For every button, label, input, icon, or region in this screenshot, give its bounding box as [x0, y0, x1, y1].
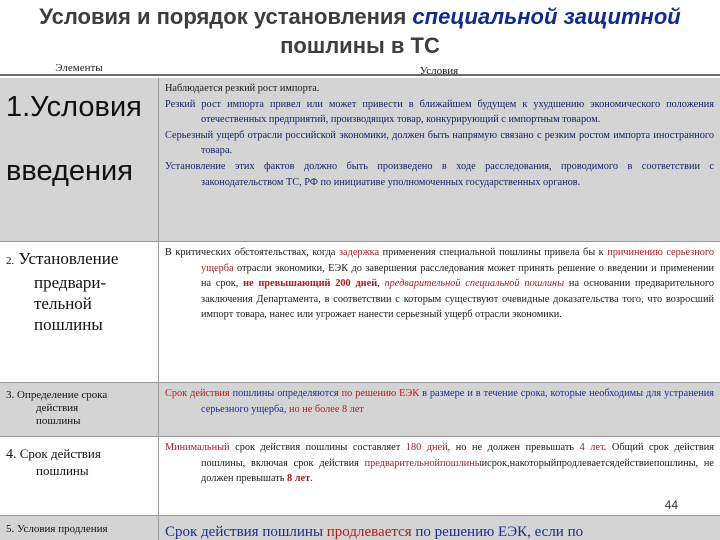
- row2-label: [0, 242, 158, 382]
- row4-label-b: пошлины: [36, 463, 89, 478]
- row4-t4: , но не должен превышать: [447, 442, 580, 453]
- row1-label-line2: введения: [6, 155, 133, 187]
- title-accent: специальной защитной: [412, 4, 681, 29]
- row1-label-line1: 1.Условия: [6, 91, 142, 123]
- row5-text: [165, 519, 714, 540]
- row4-t8: исрок,накоторыйпродлеваетсядействиепошлины, не должен превышать: [201, 457, 714, 485]
- row1-line2: Резкий рост импорта привел или может привести в ближайшем будущем к ухудшению экономического положения отечественных предприятий, производящих товар, конкурирующий с импортным товаром.: [165, 98, 714, 126]
- row1-label: [0, 78, 158, 241]
- row3-conditions: [158, 383, 720, 436]
- row2-t8: предварительной специальной пошлины: [384, 278, 565, 290]
- row1-line1: Наблюдается резкий рост импорта.: [165, 83, 320, 94]
- row2-label-b: предвари-: [34, 273, 107, 292]
- row4-label-a: Срок действия: [19, 446, 101, 461]
- row2-t4: причинению серьезного ущерба: [201, 247, 714, 274]
- row4-t9: 8 лет: [287, 473, 311, 485]
- row4-text: [165, 440, 714, 487]
- row4-t5: 4 лет: [579, 442, 604, 453]
- row2-t7: ,: [377, 278, 385, 290]
- row3-t2: пошлины определяются: [229, 388, 342, 399]
- row3-label-a: 3. Определение срока: [6, 389, 108, 401]
- table-row: [0, 78, 720, 242]
- header-elements: Элементы: [55, 62, 103, 74]
- row4-t1: Минимальный: [165, 442, 230, 453]
- row4-t7: предварительнойпошлины: [364, 457, 482, 469]
- row3-t4: в размере и в течение срока, которые необходимы для устранения серьезного ущерба,: [201, 388, 714, 415]
- row5-t2: продлевается: [326, 524, 412, 540]
- table-header: [0, 62, 720, 76]
- row5-conditions: [158, 516, 720, 540]
- row2-label-num: 2.: [6, 255, 15, 267]
- row3-text: [165, 386, 714, 417]
- row2-t9: на основании предварительного заключения Департамента, в соответствии с которым существуют очевидные доказательства того, что возросший импорт товара, нанес или угрожает нанести серьезный ущерб отрасли экономики.: [201, 278, 715, 321]
- row2-t5: отрасли экономики, ЕЭК до завершения расследования может принять решение о введении и применении на срок,: [201, 262, 714, 290]
- row5-label: 5. Условия продления: [6, 523, 108, 535]
- row4-t3: 180 дней: [405, 442, 448, 453]
- row4-t2: срок действия пошлины составляет: [229, 442, 406, 453]
- row3-label-b: действия: [36, 402, 79, 414]
- row2-t6: не превышающий 200 дней: [243, 278, 378, 290]
- row3-t1: Срок действия: [165, 388, 230, 399]
- row2-t2: задержка: [338, 247, 380, 258]
- table-row: [0, 242, 720, 383]
- row3-label-c: пошлины: [36, 415, 81, 427]
- row3-t3: по решению ЕЭК: [341, 388, 420, 399]
- row5-t1: Срок действия пошлины: [165, 524, 327, 540]
- row4-label-num: 4.: [6, 447, 17, 462]
- table-row: [0, 383, 720, 437]
- row5-t3: по решению ЕЭК, если по: [411, 524, 584, 540]
- table-row: [0, 437, 720, 516]
- row2-text: [165, 245, 714, 323]
- row4-t10: .: [310, 473, 313, 485]
- row2-conditions: [158, 242, 720, 382]
- row4-conditions: [158, 437, 720, 515]
- row2-label-a: Установление: [18, 249, 119, 268]
- row1-line4: Установление этих фактов должно быть произведено в ходе расследования, проводимого в соответствии с законодательством ТС, РФ по инициативе уполномоченных государственных органов.: [165, 160, 714, 188]
- row3-label: [0, 383, 158, 436]
- row1-conditions: [158, 78, 720, 241]
- title-part2: пошлины в ТС: [280, 33, 440, 58]
- row2-t3: применения специальной пошлины привела бы к: [379, 247, 608, 258]
- header-conditions: Условия: [419, 65, 459, 74]
- row4-t6: . Общий срок действия пошлины, включая срок действия: [201, 442, 714, 469]
- row1-line3: Серьезный ущерб отрасли российской экономики, должен быть напрямую связано с резким ростом импорта иностранного товара.: [165, 129, 714, 157]
- row3-t5: но не более 8 лет: [288, 403, 364, 415]
- table-row: [0, 516, 720, 540]
- row2-t1: В критических обстоятельствах, когда: [165, 247, 339, 258]
- row2-label-d: пошлины: [34, 315, 103, 334]
- title-part1: Условия и порядок установления: [39, 4, 413, 29]
- row4-label: [0, 437, 158, 515]
- row2-label-c: тельной: [34, 294, 92, 313]
- page-number: 44: [664, 498, 678, 512]
